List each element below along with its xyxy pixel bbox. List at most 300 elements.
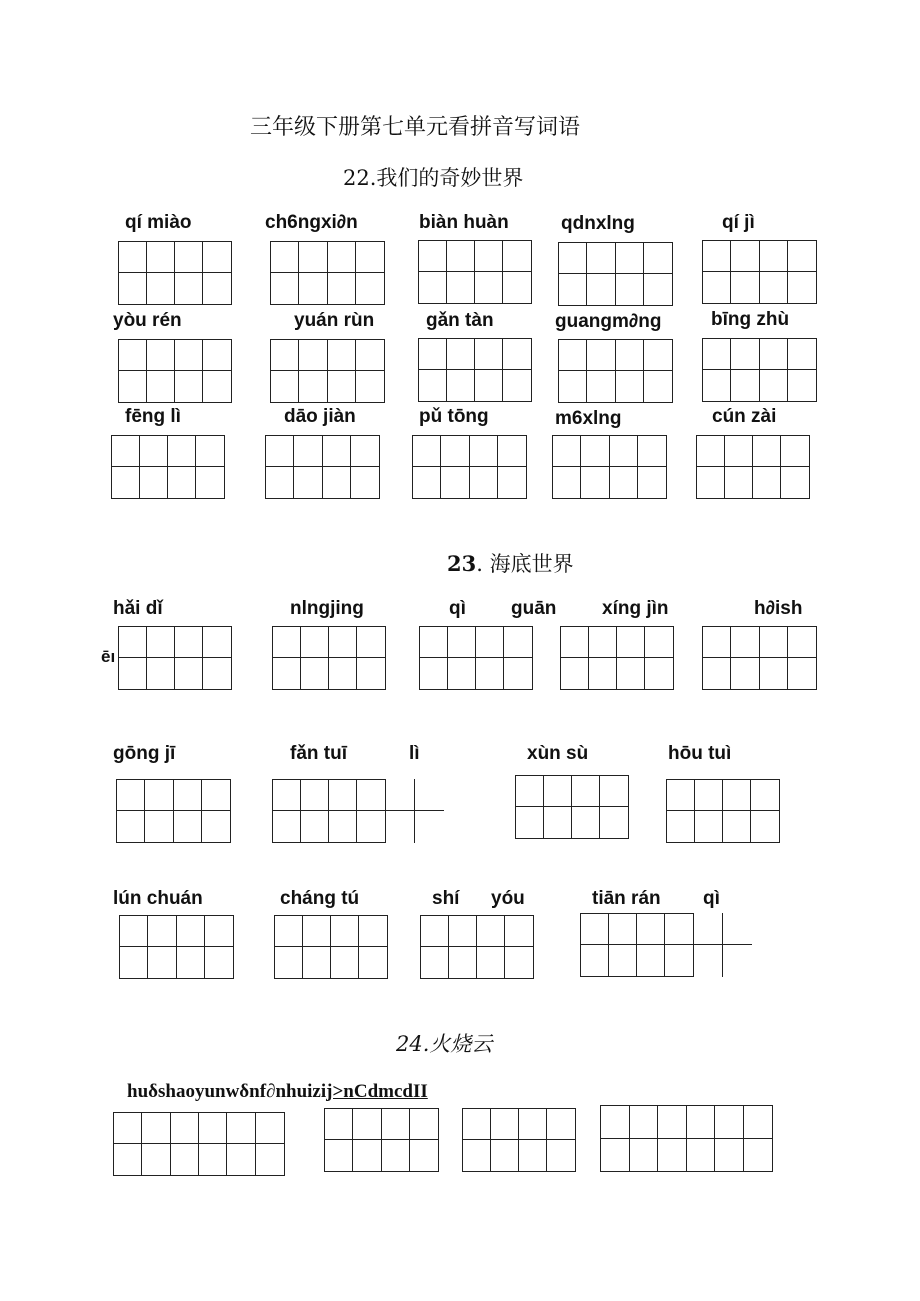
grid-cell[interactable] — [329, 658, 357, 689]
grid-cell[interactable] — [504, 627, 532, 658]
grid-cell[interactable] — [171, 1113, 199, 1144]
grid-cell[interactable] — [299, 273, 327, 304]
grid-cell[interactable] — [415, 811, 444, 843]
grid-cell[interactable] — [760, 241, 788, 272]
writing-grid[interactable] — [118, 241, 232, 305]
writing-grid[interactable] — [696, 435, 810, 499]
grid-cell[interactable] — [205, 947, 233, 978]
writing-grid[interactable] — [265, 435, 380, 499]
grid-cell[interactable] — [559, 274, 587, 305]
grid-cell[interactable] — [703, 241, 731, 272]
grid-cell[interactable] — [328, 273, 356, 304]
writing-grid[interactable] — [418, 338, 532, 402]
grid-cell[interactable] — [148, 916, 176, 947]
grid-cell[interactable] — [382, 1140, 410, 1171]
grid-cell[interactable] — [294, 467, 322, 498]
grid-cell[interactable] — [694, 913, 723, 945]
grid-cell[interactable] — [119, 242, 147, 273]
grid-cell[interactable] — [329, 627, 357, 658]
grid-cell[interactable] — [419, 241, 447, 272]
grid-cell[interactable] — [581, 945, 609, 976]
grid-cell[interactable] — [117, 780, 145, 811]
grid-cell[interactable] — [140, 436, 168, 467]
grid-cell[interactable] — [353, 1109, 381, 1140]
grid-cell[interactable] — [703, 370, 731, 401]
grid-cell[interactable] — [658, 1139, 687, 1172]
writing-grid[interactable] — [420, 915, 534, 979]
grid-cell[interactable] — [114, 1113, 142, 1144]
grid-cell[interactable] — [753, 436, 781, 467]
grid-cell[interactable] — [351, 436, 379, 467]
grid-cell[interactable] — [356, 273, 384, 304]
grid-cell[interactable] — [357, 811, 385, 842]
writing-grid[interactable] — [270, 339, 385, 403]
grid-cell[interactable] — [119, 627, 147, 658]
grid-cell[interactable] — [559, 243, 587, 274]
grid-cell[interactable] — [447, 339, 475, 370]
grid-cell[interactable] — [587, 371, 615, 402]
grid-cell[interactable] — [353, 1140, 381, 1171]
grid-cell[interactable] — [147, 242, 175, 273]
grid-cell[interactable] — [328, 371, 356, 402]
grid-cell[interactable] — [697, 467, 725, 498]
grid-cell[interactable] — [266, 436, 294, 467]
grid-cell[interactable] — [174, 811, 202, 842]
grid-cell[interactable] — [419, 370, 447, 401]
grid-cell[interactable] — [256, 1113, 284, 1144]
grid-cell[interactable] — [731, 370, 759, 401]
grid-cell[interactable] — [644, 274, 672, 305]
grid-cell[interactable] — [415, 779, 444, 811]
grid-cell[interactable] — [644, 243, 672, 274]
grid-cell[interactable] — [503, 272, 531, 303]
grid-cell[interactable] — [112, 467, 140, 498]
grid-cell[interactable] — [723, 780, 751, 811]
grid-cell[interactable] — [731, 627, 759, 658]
grid-cell[interactable] — [386, 811, 415, 843]
grid-cell[interactable] — [760, 339, 788, 370]
grid-cell[interactable] — [168, 467, 196, 498]
grid-cell[interactable] — [760, 370, 788, 401]
grid-cell[interactable] — [303, 947, 331, 978]
grid-cell[interactable] — [145, 780, 173, 811]
grid-cell[interactable] — [731, 272, 759, 303]
grid-cell[interactable] — [695, 780, 723, 811]
grid-cell[interactable] — [419, 272, 447, 303]
grid-cell[interactable] — [788, 272, 816, 303]
grid-cell[interactable] — [329, 811, 357, 842]
grid-cell[interactable] — [637, 945, 665, 976]
grid-cell[interactable] — [421, 916, 449, 947]
grid-cell[interactable] — [294, 436, 322, 467]
grid-cell[interactable] — [147, 371, 175, 402]
grid-cell[interactable] — [329, 780, 357, 811]
grid-cell[interactable] — [559, 340, 587, 371]
grid-cell[interactable] — [788, 339, 816, 370]
grid-cell[interactable] — [503, 339, 531, 370]
writing-grid[interactable] — [412, 435, 527, 499]
grid-cell[interactable] — [119, 273, 147, 304]
grid-cell[interactable] — [505, 947, 533, 978]
writing-grid[interactable] — [270, 241, 385, 305]
grid-cell[interactable] — [753, 467, 781, 498]
grid-cell[interactable] — [303, 916, 331, 947]
grid-cell[interactable] — [301, 811, 329, 842]
grid-cell[interactable] — [328, 242, 356, 273]
grid-cell[interactable] — [544, 807, 572, 838]
grid-cell[interactable] — [145, 811, 173, 842]
grid-cell[interactable] — [177, 947, 205, 978]
grid-cell[interactable] — [120, 916, 148, 947]
grid-cell[interactable] — [561, 627, 589, 658]
grid-cell[interactable] — [271, 242, 299, 273]
grid-cell[interactable] — [601, 1106, 630, 1139]
grid-cell[interactable] — [325, 1140, 353, 1171]
grid-cell[interactable] — [120, 947, 148, 978]
grid-cell[interactable] — [581, 467, 609, 498]
writing-grid[interactable] — [118, 339, 232, 403]
writing-grid[interactable] — [702, 240, 817, 304]
grid-cell[interactable] — [703, 339, 731, 370]
grid-cell[interactable] — [504, 658, 532, 689]
grid-cell[interactable] — [781, 467, 809, 498]
grid-cell[interactable] — [196, 436, 224, 467]
grid-cell[interactable] — [463, 1140, 491, 1171]
grid-cell[interactable] — [491, 1140, 519, 1171]
grid-cell[interactable] — [142, 1144, 170, 1175]
grid-cell[interactable] — [760, 272, 788, 303]
grid-cell[interactable] — [119, 658, 147, 689]
grid-cell[interactable] — [386, 779, 415, 811]
grid-cell[interactable] — [199, 1113, 227, 1144]
grid-cell[interactable] — [638, 467, 666, 498]
grid-cell[interactable] — [203, 273, 231, 304]
grid-cell[interactable] — [421, 947, 449, 978]
grid-cell[interactable] — [498, 436, 526, 467]
grid-cell[interactable] — [616, 340, 644, 371]
grid-cell[interactable] — [544, 776, 572, 807]
grid-cell[interactable] — [589, 627, 617, 658]
grid-cell[interactable] — [503, 370, 531, 401]
grid-cell[interactable] — [561, 658, 589, 689]
grid-cell[interactable] — [788, 627, 816, 658]
grid-cell[interactable] — [616, 243, 644, 274]
grid-cell[interactable] — [703, 272, 731, 303]
grid-cell[interactable] — [175, 658, 203, 689]
grid-cell[interactable] — [299, 242, 327, 273]
writing-grid[interactable] — [515, 775, 629, 839]
writing-grid[interactable] — [560, 626, 674, 690]
grid-cell[interactable] — [448, 627, 476, 658]
grid-cell[interactable] — [616, 371, 644, 402]
writing-grid[interactable] — [118, 626, 232, 690]
grid-cell[interactable] — [301, 658, 329, 689]
grid-cell[interactable] — [420, 627, 448, 658]
grid-cell[interactable] — [175, 371, 203, 402]
grid-cell[interactable] — [275, 916, 303, 947]
grid-cell[interactable] — [658, 1106, 687, 1139]
grid-cell[interactable] — [616, 274, 644, 305]
grid-cell[interactable] — [273, 780, 301, 811]
writing-grid[interactable] — [272, 779, 386, 843]
grid-cell[interactable] — [410, 1109, 438, 1140]
grid-cell[interactable] — [273, 658, 301, 689]
grid-cell[interactable] — [751, 780, 779, 811]
grid-cell[interactable] — [171, 1144, 199, 1175]
grid-cell[interactable] — [203, 371, 231, 402]
grid-cell[interactable] — [357, 780, 385, 811]
grid-cell[interactable] — [703, 658, 731, 689]
grid-cell[interactable] — [413, 436, 441, 467]
grid-cell[interactable] — [572, 807, 600, 838]
writing-grid[interactable] — [694, 913, 752, 977]
grid-cell[interactable] — [203, 340, 231, 371]
grid-cell[interactable] — [256, 1144, 284, 1175]
writing-grid[interactable] — [552, 435, 667, 499]
grid-cell[interactable] — [475, 272, 503, 303]
grid-cell[interactable] — [420, 658, 448, 689]
grid-cell[interactable] — [667, 780, 695, 811]
grid-cell[interactable] — [447, 370, 475, 401]
grid-cell[interactable] — [781, 436, 809, 467]
grid-cell[interactable] — [630, 1139, 659, 1172]
grid-cell[interactable] — [177, 916, 205, 947]
grid-cell[interactable] — [617, 627, 645, 658]
grid-cell[interactable] — [142, 1113, 170, 1144]
grid-cell[interactable] — [731, 658, 759, 689]
grid-cell[interactable] — [273, 627, 301, 658]
writing-grid[interactable] — [272, 626, 386, 690]
grid-cell[interactable] — [271, 273, 299, 304]
grid-cell[interactable] — [715, 1106, 744, 1139]
grid-cell[interactable] — [271, 340, 299, 371]
grid-cell[interactable] — [723, 945, 752, 977]
grid-cell[interactable] — [202, 780, 230, 811]
grid-cell[interactable] — [559, 371, 587, 402]
grid-cell[interactable] — [695, 811, 723, 842]
grid-cell[interactable] — [357, 658, 385, 689]
grid-cell[interactable] — [760, 658, 788, 689]
grid-cell[interactable] — [117, 811, 145, 842]
writing-grid[interactable] — [274, 915, 388, 979]
grid-cell[interactable] — [356, 242, 384, 273]
grid-cell[interactable] — [760, 627, 788, 658]
grid-cell[interactable] — [788, 241, 816, 272]
writing-grid[interactable] — [418, 240, 532, 304]
grid-cell[interactable] — [516, 807, 544, 838]
grid-cell[interactable] — [301, 627, 329, 658]
grid-cell[interactable] — [175, 242, 203, 273]
grid-cell[interactable] — [553, 467, 581, 498]
grid-cell[interactable] — [147, 340, 175, 371]
grid-cell[interactable] — [470, 467, 498, 498]
grid-cell[interactable] — [175, 273, 203, 304]
grid-cell[interactable] — [572, 776, 600, 807]
grid-cell[interactable] — [665, 945, 693, 976]
grid-cell[interactable] — [449, 916, 477, 947]
grid-cell[interactable] — [227, 1144, 255, 1175]
writing-grid[interactable] — [558, 242, 673, 306]
grid-cell[interactable] — [463, 1109, 491, 1140]
grid-cell[interactable] — [667, 811, 695, 842]
grid-cell[interactable] — [519, 1140, 547, 1171]
writing-grid[interactable] — [600, 1105, 773, 1172]
grid-cell[interactable] — [581, 914, 609, 945]
grid-cell[interactable] — [665, 914, 693, 945]
grid-cell[interactable] — [475, 241, 503, 272]
grid-cell[interactable] — [644, 340, 672, 371]
writing-grid[interactable] — [580, 913, 694, 977]
grid-cell[interactable] — [203, 242, 231, 273]
grid-cell[interactable] — [448, 658, 476, 689]
writing-grid[interactable] — [462, 1108, 576, 1172]
grid-cell[interactable] — [744, 1106, 773, 1139]
grid-cell[interactable] — [589, 658, 617, 689]
grid-cell[interactable] — [600, 776, 628, 807]
grid-cell[interactable] — [351, 467, 379, 498]
grid-cell[interactable] — [175, 627, 203, 658]
writing-grid[interactable] — [116, 779, 231, 843]
grid-cell[interactable] — [147, 658, 175, 689]
grid-cell[interactable] — [644, 371, 672, 402]
grid-cell[interactable] — [744, 1139, 773, 1172]
grid-cell[interactable] — [609, 914, 637, 945]
grid-cell[interactable] — [299, 340, 327, 371]
grid-cell[interactable] — [587, 274, 615, 305]
grid-cell[interactable] — [476, 658, 504, 689]
grid-cell[interactable] — [119, 340, 147, 371]
grid-cell[interactable] — [638, 436, 666, 467]
grid-cell[interactable] — [449, 947, 477, 978]
grid-cell[interactable] — [731, 241, 759, 272]
writing-grid[interactable] — [702, 338, 817, 402]
grid-cell[interactable] — [498, 467, 526, 498]
grid-cell[interactable] — [723, 913, 752, 945]
grid-cell[interactable] — [119, 371, 147, 402]
grid-cell[interactable] — [275, 947, 303, 978]
grid-cell[interactable] — [147, 627, 175, 658]
writing-grid[interactable] — [119, 915, 234, 979]
grid-cell[interactable] — [617, 658, 645, 689]
grid-cell[interactable] — [140, 467, 168, 498]
grid-cell[interactable] — [503, 241, 531, 272]
grid-cell[interactable] — [475, 370, 503, 401]
grid-cell[interactable] — [788, 370, 816, 401]
grid-cell[interactable] — [202, 811, 230, 842]
grid-cell[interactable] — [331, 947, 359, 978]
grid-cell[interactable] — [447, 241, 475, 272]
grid-cell[interactable] — [323, 436, 351, 467]
grid-cell[interactable] — [328, 340, 356, 371]
writing-grid[interactable] — [113, 1112, 285, 1176]
grid-cell[interactable] — [516, 776, 544, 807]
grid-cell[interactable] — [645, 627, 673, 658]
grid-cell[interactable] — [147, 273, 175, 304]
grid-cell[interactable] — [751, 811, 779, 842]
writing-grid[interactable] — [324, 1108, 439, 1172]
grid-cell[interactable] — [382, 1109, 410, 1140]
grid-cell[interactable] — [587, 340, 615, 371]
grid-cell[interactable] — [788, 658, 816, 689]
grid-cell[interactable] — [505, 916, 533, 947]
grid-cell[interactable] — [441, 436, 469, 467]
grid-cell[interactable] — [227, 1113, 255, 1144]
grid-cell[interactable] — [610, 436, 638, 467]
grid-cell[interactable] — [205, 916, 233, 947]
grid-cell[interactable] — [325, 1109, 353, 1140]
grid-cell[interactable] — [441, 467, 469, 498]
grid-cell[interactable] — [687, 1139, 716, 1172]
grid-cell[interactable] — [587, 243, 615, 274]
grid-cell[interactable] — [323, 467, 351, 498]
grid-cell[interactable] — [168, 436, 196, 467]
grid-cell[interactable] — [271, 371, 299, 402]
writing-grid[interactable] — [558, 339, 673, 403]
grid-cell[interactable] — [630, 1106, 659, 1139]
grid-cell[interactable] — [601, 1139, 630, 1172]
grid-cell[interactable] — [419, 339, 447, 370]
grid-cell[interactable] — [687, 1106, 716, 1139]
grid-cell[interactable] — [731, 339, 759, 370]
grid-cell[interactable] — [301, 780, 329, 811]
grid-cell[interactable] — [703, 627, 731, 658]
grid-cell[interactable] — [547, 1140, 575, 1171]
grid-cell[interactable] — [609, 945, 637, 976]
grid-cell[interactable] — [491, 1109, 519, 1140]
grid-cell[interactable] — [114, 1144, 142, 1175]
grid-cell[interactable] — [196, 467, 224, 498]
writing-grid[interactable] — [386, 779, 444, 843]
grid-cell[interactable] — [359, 916, 387, 947]
grid-cell[interactable] — [475, 339, 503, 370]
grid-cell[interactable] — [174, 780, 202, 811]
grid-cell[interactable] — [553, 436, 581, 467]
grid-cell[interactable] — [356, 371, 384, 402]
grid-cell[interactable] — [519, 1109, 547, 1140]
grid-cell[interactable] — [410, 1140, 438, 1171]
grid-cell[interactable] — [413, 467, 441, 498]
grid-cell[interactable] — [645, 658, 673, 689]
grid-cell[interactable] — [331, 916, 359, 947]
grid-cell[interactable] — [547, 1109, 575, 1140]
grid-cell[interactable] — [447, 272, 475, 303]
grid-cell[interactable] — [581, 436, 609, 467]
grid-cell[interactable] — [600, 807, 628, 838]
grid-cell[interactable] — [723, 811, 751, 842]
grid-cell[interactable] — [299, 371, 327, 402]
grid-cell[interactable] — [694, 945, 723, 977]
grid-cell[interactable] — [203, 627, 231, 658]
grid-cell[interactable] — [715, 1139, 744, 1172]
grid-cell[interactable] — [477, 916, 505, 947]
grid-cell[interactable] — [273, 811, 301, 842]
grid-cell[interactable] — [203, 658, 231, 689]
grid-cell[interactable] — [357, 627, 385, 658]
grid-cell[interactable] — [356, 340, 384, 371]
grid-cell[interactable] — [637, 914, 665, 945]
grid-cell[interactable] — [112, 436, 140, 467]
grid-cell[interactable] — [610, 467, 638, 498]
grid-cell[interactable] — [725, 436, 753, 467]
writing-grid[interactable] — [111, 435, 225, 499]
grid-cell[interactable] — [175, 340, 203, 371]
grid-cell[interactable] — [477, 947, 505, 978]
grid-cell[interactable] — [359, 947, 387, 978]
grid-cell[interactable] — [266, 467, 294, 498]
grid-cell[interactable] — [725, 467, 753, 498]
writing-grid[interactable] — [419, 626, 533, 690]
writing-grid[interactable] — [666, 779, 780, 843]
